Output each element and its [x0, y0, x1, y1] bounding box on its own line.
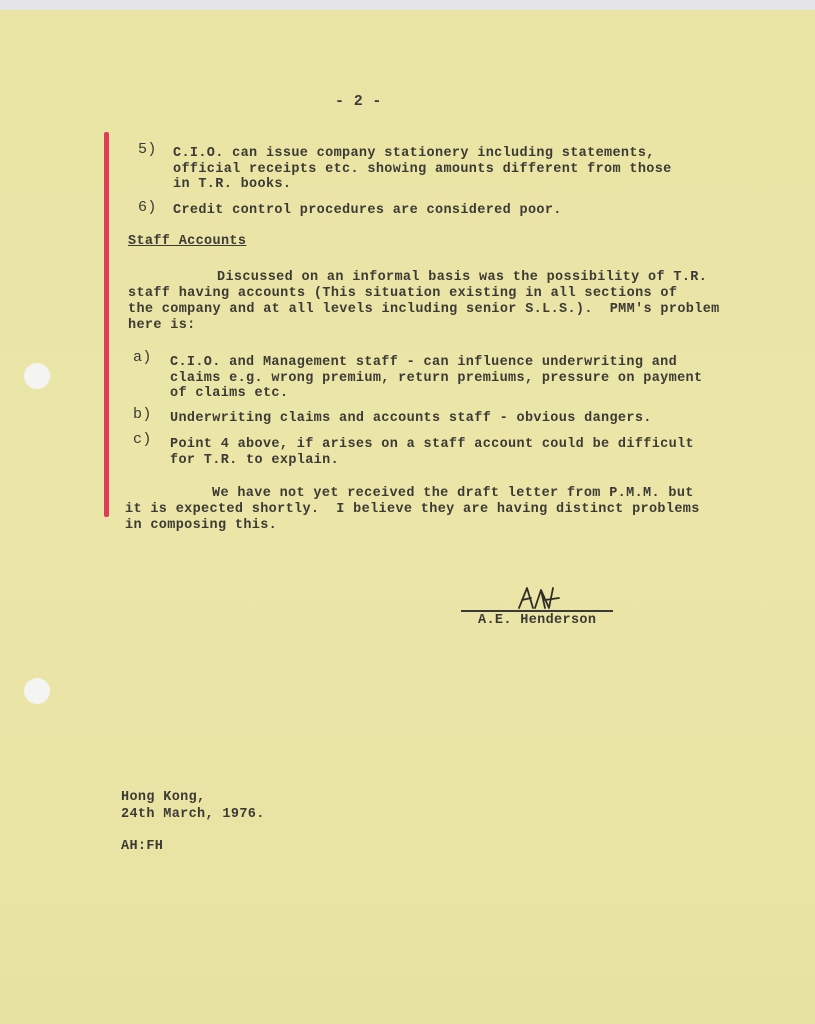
item-5-line-2: official receipts etc. showing amounts different from those	[173, 162, 672, 177]
para2-line-1: We have not yet received the draft letter from P.M.M. but	[212, 486, 694, 501]
para2-line-3: in composing this.	[125, 518, 278, 533]
item-5-line-1: C.I.O. can issue company stationery including statements,	[173, 146, 655, 161]
item-6-line-1: Credit control procedures are considered poor.	[173, 203, 562, 218]
section-heading: Staff Accounts	[128, 234, 247, 249]
reference: AH:FH	[121, 839, 164, 854]
handwritten-initials	[515, 584, 563, 612]
item-a-label: a)	[133, 349, 152, 366]
item-5-line-3: in T.R. books.	[173, 177, 292, 192]
para1-line-3: the company and at all levels including senior S.L.S.). PMM's problem	[128, 302, 720, 317]
para1-line-1: Discussed on an informal basis was the possibility of T.R.	[217, 270, 708, 285]
item-a-line-1: C.I.O. and Management staff - can influence underwriting and	[170, 355, 678, 370]
item-6-label: 6)	[138, 199, 157, 216]
para1-line-2: staff having accounts (This situation existing in all sections of	[128, 286, 678, 301]
para1-line-4: here is:	[128, 318, 196, 333]
punch-hole-lower	[24, 678, 50, 704]
margin-red-line	[104, 132, 109, 517]
item-c-line-2: for T.R. to explain.	[170, 453, 340, 468]
item-b-line-1: Underwriting claims and accounts staff - obvious dangers.	[170, 411, 652, 426]
item-b-label: b)	[133, 406, 152, 423]
item-5-label: 5)	[138, 141, 157, 158]
signatory-name: A.E. Henderson	[478, 613, 597, 628]
punch-hole-upper	[24, 363, 50, 389]
page-number: - 2 -	[335, 93, 382, 110]
date: 24th March, 1976.	[121, 807, 265, 822]
scan-top-strip	[0, 0, 815, 10]
item-a-line-2: claims e.g. wrong premium, return premiums, pressure on payment	[170, 371, 703, 386]
place: Hong Kong,	[121, 790, 206, 805]
item-a-line-3: of claims etc.	[170, 386, 289, 401]
para2-line-2: it is expected shortly. I believe they are having distinct problems	[125, 502, 700, 517]
item-c-line-1: Point 4 above, if arises on a staff account could be difficult	[170, 437, 694, 452]
item-c-label: c)	[133, 431, 152, 448]
signature-line	[461, 610, 613, 612]
